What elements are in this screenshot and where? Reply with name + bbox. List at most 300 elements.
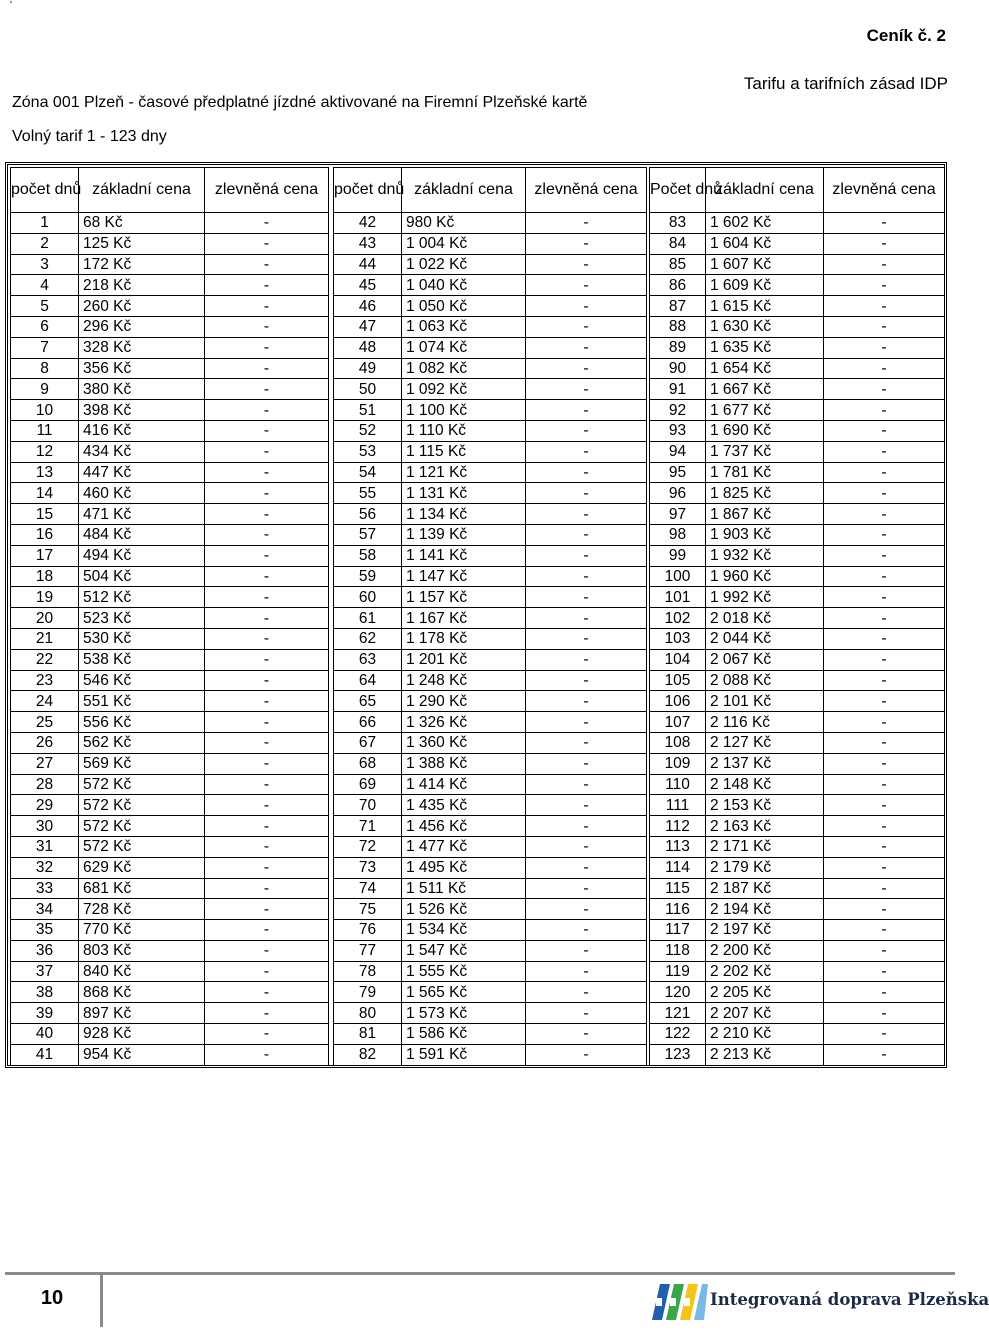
reduced-price-cell: -	[205, 337, 329, 358]
base-price-cell: 868 Kč	[79, 982, 205, 1003]
reduced-price-cell: -	[824, 836, 945, 857]
base-price-cell: 2 213 Kč	[706, 1044, 824, 1065]
days-cell: 30	[11, 816, 79, 837]
reduced-price-cell: -	[205, 254, 329, 275]
base-price-cell: 2 202 Kč	[706, 961, 824, 982]
table-row	[11, 379, 329, 400]
table-row	[650, 566, 945, 587]
reduced-price-cell: -	[205, 504, 329, 525]
days-cell: 110	[650, 774, 706, 795]
reduced-price-cell: -	[205, 836, 329, 857]
days-cell: 78	[334, 961, 402, 982]
days-cell: 53	[334, 441, 402, 462]
base-price-cell: 1 100 Kč	[402, 400, 526, 421]
days-cell: 76	[334, 920, 402, 941]
base-price-cell: 416 Kč	[79, 420, 205, 441]
base-price-cell: 380 Kč	[79, 379, 205, 400]
reduced-price-cell: -	[205, 483, 329, 504]
reduced-price-cell: -	[824, 462, 945, 483]
days-cell: 87	[650, 296, 706, 317]
reduced-price-cell: -	[526, 1003, 647, 1024]
days-cell: 54	[334, 462, 402, 483]
base-price-cell: 512 Kč	[79, 587, 205, 608]
reduced-price-cell: -	[824, 1003, 945, 1024]
table-row	[650, 1003, 945, 1024]
table-row	[11, 857, 329, 878]
table-row	[11, 233, 329, 254]
table-row	[650, 691, 945, 712]
days-cell: 35	[11, 920, 79, 941]
column-header-base-price: základní cena	[79, 168, 205, 213]
base-price-cell: 562 Kč	[79, 732, 205, 753]
table-row	[334, 816, 647, 837]
days-cell: 105	[650, 670, 706, 691]
days-cell: 63	[334, 649, 402, 670]
price-block-3	[649, 167, 945, 1066]
table-row	[334, 233, 647, 254]
table-row	[650, 400, 945, 421]
days-cell: 10	[11, 400, 79, 421]
base-price-cell: 572 Kč	[79, 836, 205, 857]
base-price-cell: 538 Kč	[79, 649, 205, 670]
table-row	[650, 587, 945, 608]
days-cell: 94	[650, 441, 706, 462]
table-row	[334, 961, 647, 982]
document-number: Ceník č. 2	[866, 26, 946, 45]
table-row	[334, 213, 647, 234]
base-price-cell: 296 Kč	[79, 316, 205, 337]
days-cell: 107	[650, 712, 706, 733]
reduced-price-cell: -	[526, 628, 647, 649]
base-price-cell: 1 992 Kč	[706, 587, 824, 608]
days-cell: 62	[334, 628, 402, 649]
base-price-cell: 356 Kč	[79, 358, 205, 379]
days-cell: 51	[334, 400, 402, 421]
days-cell: 121	[650, 1003, 706, 1024]
table-row	[650, 940, 945, 961]
reduced-price-cell: -	[205, 1003, 329, 1024]
table-row	[650, 670, 945, 691]
reduced-price-cell: -	[526, 566, 647, 587]
base-price-cell: 1 248 Kč	[402, 670, 526, 691]
base-price-cell: 1 932 Kč	[706, 545, 824, 566]
base-price-cell: 1 167 Kč	[402, 608, 526, 629]
days-cell: 39	[11, 1003, 79, 1024]
reduced-price-cell: -	[205, 462, 329, 483]
base-price-cell: 523 Kč	[79, 608, 205, 629]
days-cell: 91	[650, 379, 706, 400]
days-cell: 109	[650, 753, 706, 774]
days-cell: 41	[11, 1044, 79, 1065]
base-price-cell: 1 178 Kč	[402, 628, 526, 649]
days-cell: 84	[650, 233, 706, 254]
table-row	[650, 254, 945, 275]
days-cell: 113	[650, 836, 706, 857]
reduced-price-cell: -	[824, 940, 945, 961]
base-price-cell: 1 121 Kč	[402, 462, 526, 483]
days-cell: 12	[11, 441, 79, 462]
reduced-price-cell: -	[526, 691, 647, 712]
reduced-price-cell: -	[526, 358, 647, 379]
reduced-price-cell: -	[526, 275, 647, 296]
reduced-price-cell: -	[205, 753, 329, 774]
days-cell: 16	[11, 524, 79, 545]
transport-modes-icon	[648, 1276, 710, 1328]
table-row	[334, 691, 647, 712]
reduced-price-cell: -	[526, 649, 647, 670]
reduced-price-cell: -	[526, 961, 647, 982]
base-price-cell: 2 207 Kč	[706, 1003, 824, 1024]
days-cell: 96	[650, 483, 706, 504]
table-row	[650, 649, 945, 670]
days-cell: 112	[650, 816, 706, 837]
reduced-price-cell: -	[526, 462, 647, 483]
days-cell: 103	[650, 628, 706, 649]
table-row	[334, 878, 647, 899]
reduced-price-cell: -	[205, 441, 329, 462]
reduced-price-cell: -	[824, 608, 945, 629]
days-cell: 65	[334, 691, 402, 712]
table-row	[650, 982, 945, 1003]
base-price-cell: 1 565 Kč	[402, 982, 526, 1003]
table-row	[11, 400, 329, 421]
base-price-cell: 1 115 Kč	[402, 441, 526, 462]
table-row	[650, 441, 945, 462]
base-price-cell: 530 Kč	[79, 628, 205, 649]
base-price-cell: 1 737 Kč	[706, 441, 824, 462]
days-cell: 19	[11, 587, 79, 608]
reduced-price-cell: -	[824, 504, 945, 525]
reduced-price-cell: -	[824, 358, 945, 379]
reduced-price-cell: -	[205, 379, 329, 400]
table-row	[11, 795, 329, 816]
table-row	[11, 878, 329, 899]
base-price-cell: 2 187 Kč	[706, 878, 824, 899]
table-row	[650, 379, 945, 400]
days-cell: 123	[650, 1044, 706, 1065]
idp-logo	[648, 1276, 989, 1328]
table-row	[11, 628, 329, 649]
days-cell: 5	[11, 296, 79, 317]
column-header-reduced-price: zlevněná cena	[205, 168, 329, 213]
base-price-cell: 572 Kč	[79, 795, 205, 816]
table-row	[650, 296, 945, 317]
days-cell: 18	[11, 566, 79, 587]
base-price-cell: 1 555 Kč	[402, 961, 526, 982]
table-row	[11, 1003, 329, 1024]
days-cell: 32	[11, 857, 79, 878]
base-price-cell: 2 044 Kč	[706, 628, 824, 649]
days-cell: 15	[11, 504, 79, 525]
reduced-price-cell: -	[205, 1024, 329, 1045]
table-row	[334, 379, 647, 400]
base-price-cell: 572 Kč	[79, 816, 205, 837]
reduced-price-cell: -	[824, 420, 945, 441]
days-cell: 83	[650, 213, 706, 234]
page-number: 10	[40, 1287, 64, 1309]
table-row	[650, 1024, 945, 1045]
column-header-reduced-price: zlevněná cena	[824, 168, 945, 213]
base-price-cell: 2 179 Kč	[706, 857, 824, 878]
days-cell: 6	[11, 316, 79, 337]
reduced-price-cell: -	[824, 524, 945, 545]
reduced-price-cell: -	[526, 504, 647, 525]
table-row	[334, 358, 647, 379]
days-cell: 21	[11, 628, 79, 649]
base-price-cell: 1 082 Kč	[402, 358, 526, 379]
reduced-price-cell: -	[824, 795, 945, 816]
reduced-price-cell: -	[526, 753, 647, 774]
reduced-price-cell: -	[205, 233, 329, 254]
base-price-cell: 2 197 Kč	[706, 920, 824, 941]
base-price-cell: 728 Kč	[79, 899, 205, 920]
reduced-price-cell: -	[824, 587, 945, 608]
base-price-cell: 980 Kč	[402, 213, 526, 234]
days-cell: 120	[650, 982, 706, 1003]
table-row	[650, 795, 945, 816]
base-price-cell: 1 414 Kč	[402, 774, 526, 795]
days-cell: 44	[334, 254, 402, 275]
table-row	[650, 524, 945, 545]
reduced-price-cell: -	[526, 254, 647, 275]
base-price-cell: 1 511 Kč	[402, 878, 526, 899]
days-cell: 67	[334, 732, 402, 753]
table-row	[650, 233, 945, 254]
base-price-cell: 551 Kč	[79, 691, 205, 712]
table-row	[11, 649, 329, 670]
table-row	[11, 441, 329, 462]
days-cell: 104	[650, 649, 706, 670]
days-cell: 86	[650, 275, 706, 296]
reduced-price-cell: -	[205, 899, 329, 920]
days-cell: 22	[11, 649, 79, 670]
base-price-cell: 1 604 Kč	[706, 233, 824, 254]
days-cell: 82	[334, 1044, 402, 1065]
days-cell: 111	[650, 795, 706, 816]
reduced-price-cell: -	[526, 545, 647, 566]
base-price-cell: 2 153 Kč	[706, 795, 824, 816]
column-header-reduced-price: zlevněná cena	[526, 168, 647, 213]
days-cell: 99	[650, 545, 706, 566]
days-cell: 64	[334, 670, 402, 691]
table-row	[650, 462, 945, 483]
days-cell: 85	[650, 254, 706, 275]
table-row	[11, 296, 329, 317]
reduced-price-cell: -	[526, 982, 647, 1003]
reduced-price-cell: -	[526, 1024, 647, 1045]
base-price-cell: 1 131 Kč	[402, 483, 526, 504]
reduced-price-cell: -	[205, 358, 329, 379]
base-price-cell: 1 022 Kč	[402, 254, 526, 275]
days-cell: 66	[334, 712, 402, 733]
days-cell: 74	[334, 878, 402, 899]
base-price-cell: 2 067 Kč	[706, 649, 824, 670]
base-price-cell: 1 388 Kč	[402, 753, 526, 774]
reduced-price-cell: -	[526, 920, 647, 941]
base-price-cell: 1 092 Kč	[402, 379, 526, 400]
base-price-cell: 504 Kč	[79, 566, 205, 587]
table-row	[334, 545, 647, 566]
table-row	[334, 483, 647, 504]
days-cell: 106	[650, 691, 706, 712]
base-price-cell: 546 Kč	[79, 670, 205, 691]
base-price-cell: 1 201 Kč	[402, 649, 526, 670]
reduced-price-cell: -	[205, 275, 329, 296]
reduced-price-cell: -	[205, 587, 329, 608]
reduced-price-cell: -	[205, 940, 329, 961]
days-cell: 17	[11, 545, 79, 566]
table-row	[11, 358, 329, 379]
days-cell: 49	[334, 358, 402, 379]
table-row	[650, 857, 945, 878]
reduced-price-cell: -	[824, 857, 945, 878]
base-price-cell: 572 Kč	[79, 774, 205, 795]
table-row	[11, 732, 329, 753]
reduced-price-cell: -	[205, 420, 329, 441]
base-price-cell: 803 Kč	[79, 940, 205, 961]
base-price-cell: 1 903 Kč	[706, 524, 824, 545]
table-row	[334, 628, 647, 649]
table-row	[11, 712, 329, 733]
table-row	[650, 483, 945, 504]
reduced-price-cell: -	[824, 712, 945, 733]
tariff-heading: Volný tarif 1 - 123 dny	[12, 128, 167, 145]
table-row	[334, 441, 647, 462]
table-row	[334, 275, 647, 296]
base-price-cell: 1 141 Kč	[402, 545, 526, 566]
table-row	[334, 753, 647, 774]
reduced-price-cell: -	[824, 753, 945, 774]
reduced-price-cell: -	[824, 1024, 945, 1045]
reduced-price-cell: -	[526, 670, 647, 691]
days-cell: 102	[650, 608, 706, 629]
table-row	[334, 774, 647, 795]
reduced-price-cell: -	[205, 545, 329, 566]
base-price-cell: 928 Kč	[79, 1024, 205, 1045]
table-row	[11, 462, 329, 483]
reduced-price-cell: -	[526, 400, 647, 421]
days-cell: 1	[11, 213, 79, 234]
days-cell: 36	[11, 940, 79, 961]
base-price-cell: 1 586 Kč	[402, 1024, 526, 1045]
reduced-price-cell: -	[205, 524, 329, 545]
days-cell: 100	[650, 566, 706, 587]
base-price-cell: 328 Kč	[79, 337, 205, 358]
reduced-price-cell: -	[824, 920, 945, 941]
base-price-cell: 1 534 Kč	[402, 920, 526, 941]
days-cell: 57	[334, 524, 402, 545]
reduced-price-cell: -	[526, 337, 647, 358]
base-price-cell: 1 526 Kč	[402, 899, 526, 920]
table-row	[11, 524, 329, 545]
reduced-price-cell: -	[526, 420, 647, 441]
table-row	[650, 961, 945, 982]
reduced-price-cell: -	[824, 400, 945, 421]
days-cell: 28	[11, 774, 79, 795]
base-price-cell: 2 018 Kč	[706, 608, 824, 629]
days-cell: 56	[334, 504, 402, 525]
reduced-price-cell: -	[824, 254, 945, 275]
days-cell: 90	[650, 358, 706, 379]
table-row	[11, 275, 329, 296]
base-price-cell: 2 200 Kč	[706, 940, 824, 961]
reduced-price-cell: -	[526, 587, 647, 608]
column-header-base-price: základní cena	[706, 168, 824, 213]
base-price-cell: 1 110 Kč	[402, 420, 526, 441]
table-row	[650, 275, 945, 296]
base-price-cell: 1 326 Kč	[402, 712, 526, 733]
reduced-price-cell: -	[824, 233, 945, 254]
table-row	[11, 670, 329, 691]
base-price-cell: 954 Kč	[79, 1044, 205, 1065]
base-price-cell: 2 163 Kč	[706, 816, 824, 837]
days-cell: 33	[11, 878, 79, 899]
days-cell: 59	[334, 566, 402, 587]
reduced-price-cell: -	[205, 628, 329, 649]
base-price-cell: 218 Kč	[79, 275, 205, 296]
table-row	[11, 545, 329, 566]
reduced-price-cell: -	[824, 441, 945, 462]
price-block-2	[333, 167, 647, 1066]
days-cell: 23	[11, 670, 79, 691]
reduced-price-cell: -	[526, 608, 647, 629]
base-price-cell: 1 609 Kč	[706, 275, 824, 296]
table-row	[650, 337, 945, 358]
table-row	[11, 587, 329, 608]
reduced-price-cell: -	[205, 649, 329, 670]
days-cell: 119	[650, 961, 706, 982]
days-cell: 27	[11, 753, 79, 774]
reduced-price-cell: -	[205, 316, 329, 337]
reduced-price-cell: -	[205, 982, 329, 1003]
table-row	[334, 670, 647, 691]
table-row	[11, 920, 329, 941]
table-row	[650, 732, 945, 753]
base-price-cell: 1 435 Kč	[402, 795, 526, 816]
reduced-price-cell: -	[824, 379, 945, 400]
base-price-cell: 484 Kč	[79, 524, 205, 545]
days-cell: 4	[11, 275, 79, 296]
days-cell: 11	[11, 420, 79, 441]
base-price-cell: 1 063 Kč	[402, 316, 526, 337]
footer-rule	[5, 1272, 955, 1275]
base-price-cell: 2 210 Kč	[706, 1024, 824, 1045]
column-header-days: počet dnů	[11, 168, 79, 213]
days-cell: 25	[11, 712, 79, 733]
reduced-price-cell: -	[824, 337, 945, 358]
table-row	[334, 712, 647, 733]
table-row	[11, 691, 329, 712]
reduced-price-cell: -	[205, 691, 329, 712]
table-row	[11, 753, 329, 774]
base-price-cell: 68 Kč	[79, 213, 205, 234]
table-row	[334, 587, 647, 608]
reduced-price-cell: -	[526, 857, 647, 878]
days-cell: 3	[11, 254, 79, 275]
table-row	[650, 712, 945, 733]
table-row	[334, 732, 647, 753]
days-cell: 95	[650, 462, 706, 483]
table-row	[11, 337, 329, 358]
base-price-cell: 1 360 Kč	[402, 732, 526, 753]
days-cell: 73	[334, 857, 402, 878]
reduced-price-cell: -	[205, 961, 329, 982]
base-price-cell: 1 050 Kč	[402, 296, 526, 317]
table-row	[334, 337, 647, 358]
base-price-cell: 2 088 Kč	[706, 670, 824, 691]
reduced-price-cell: -	[205, 878, 329, 899]
base-price-cell: 840 Kč	[79, 961, 205, 982]
